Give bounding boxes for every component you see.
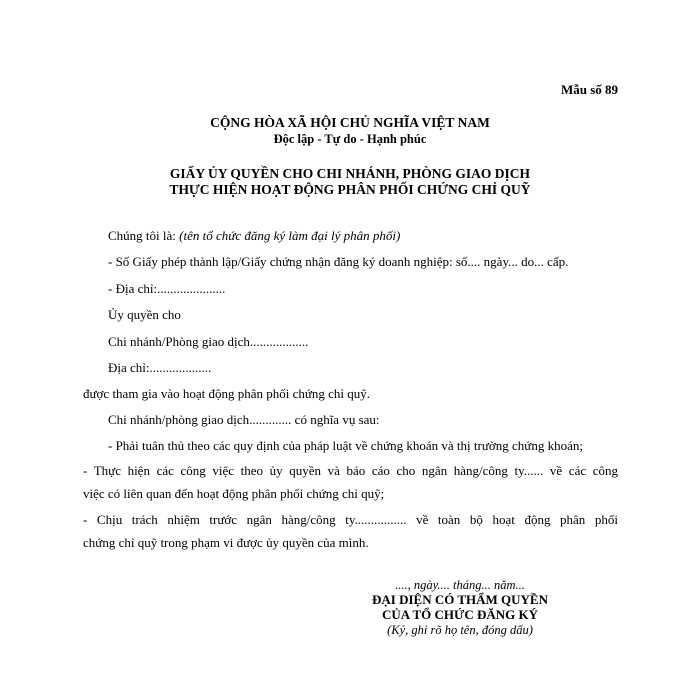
duty-intro-line: Chi nhánh/phòng giao dịch............. có nghĩa vụ sau: (108, 412, 380, 427)
signature-title-1: ĐẠI DIỆN CÓ THẨM QUYỀN (372, 592, 548, 607)
we-are-line (108, 228, 400, 244)
duty-2-line-1: - Thực hiện các công việc theo ủy quyền và báo cáo cho ngân hàng/công ty...... về các công (83, 463, 618, 478)
national-motto: Độc lập - Tự do - Hạnh phúc (273, 132, 427, 146)
form-number: Mẫu số 89 (560, 82, 618, 97)
national-title: CỘNG HÒA XÃ HỘI CHỦ NGHĨA VIỆT NAM (210, 115, 490, 130)
participate-line: được tham gia vào hoạt động phân phối chứng chỉ quỹ. (83, 386, 371, 401)
duty-1-line: - Phải tuân thủ theo các quy định của pháp luật về chứng khoán và thị trường chứng khoán; (108, 438, 583, 453)
signature-title-2: CỦA TỔ CHỨC ĐĂNG KÝ (381, 607, 538, 622)
document-title-line-2: THỰC HIỆN HOẠT ĐỘNG PHÂN PHỐI CHỨNG CHỈ QUỸ (169, 182, 531, 197)
we-are-note: (tên tổ chức đăng ký làm đại lý phân phối) (179, 228, 401, 243)
duty-3-line-1: - Chịu trách nhiệm trước ngân hàng/công ty................ về toàn bộ hoạt động phân phối (83, 512, 618, 527)
duty-2-line-2: việc có liên quan đến hoạt động phân phối chứng chỉ quỹ; (83, 486, 385, 501)
address-line-1: - Địa chỉ:..................... (108, 281, 226, 296)
address-line-2: Địa chỉ:................... (108, 360, 212, 375)
license-line: - Số Giấy phép thành lập/Giấy chứng nhận đăng ký doanh nghiệp: số.... ngày... do... cấp. (108, 254, 569, 269)
authorize-line: Ủy quyền cho (108, 307, 181, 322)
branch-line: Chi nhánh/Phòng giao dịch.................. (108, 334, 309, 349)
document-title-line-1: GIẤY ỦY QUYỀN CHO CHI NHÁNH, PHÒNG GIAO DỊCH (169, 166, 531, 181)
duty-3-line-2: chứng chỉ quỹ trong phạm vi được ủy quyền của mình. (83, 535, 369, 550)
signature-note: (Ký, ghi rõ họ tên, đóng dấu) (387, 623, 533, 637)
signature-date: ...., ngày.... tháng... năm... (395, 578, 525, 592)
we-are-label: Chúng tôi là: (108, 228, 180, 243)
